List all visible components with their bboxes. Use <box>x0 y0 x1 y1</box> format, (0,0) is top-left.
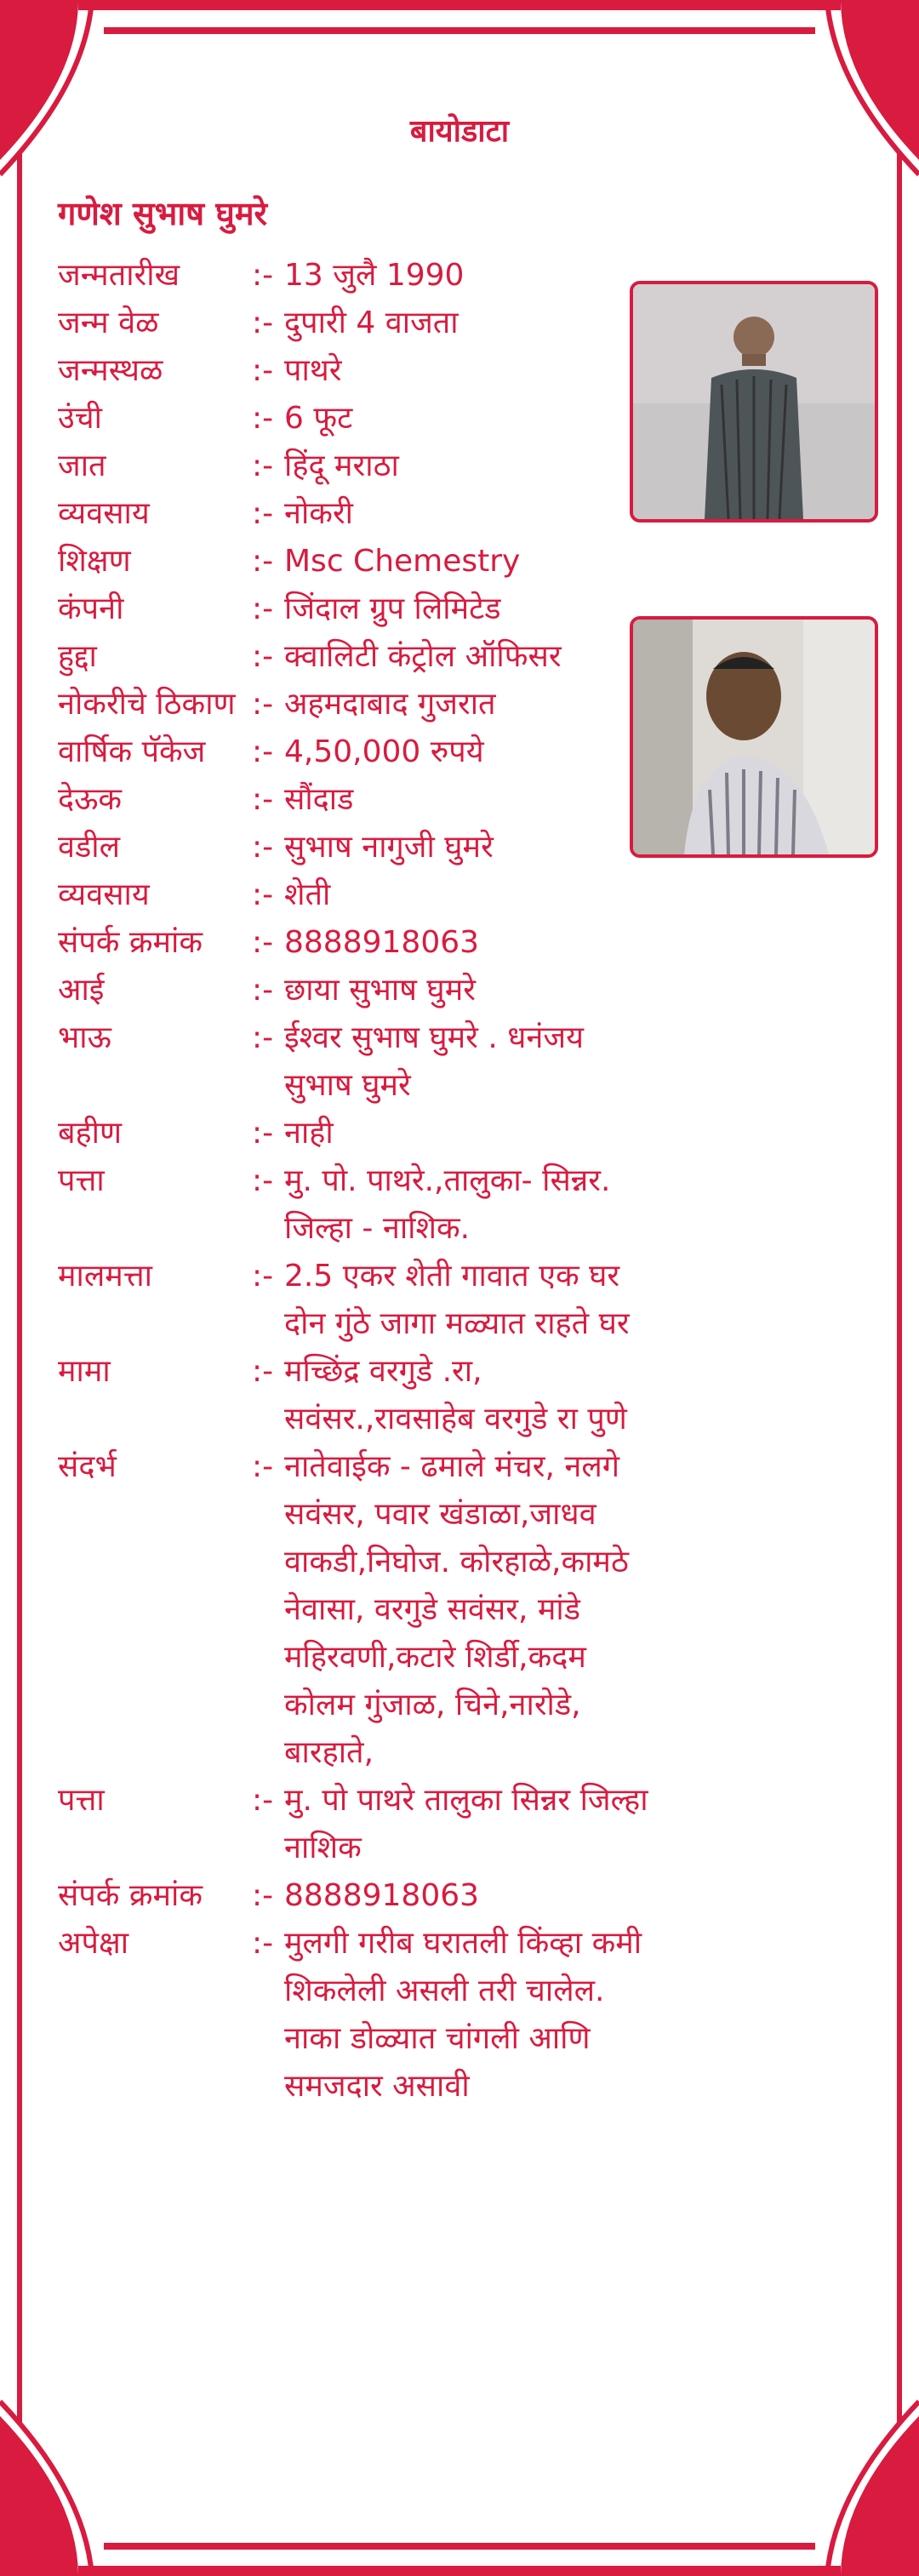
detail-value: 2.5 एकर शेती गावात एक घर दोन गुंठे जागा मळ्यात राहते घर <box>284 1259 630 1341</box>
detail-value: नोकरी <box>284 496 354 531</box>
detail-separator: :- <box>252 1354 274 1389</box>
detail-value: नातेवाईक - ढमाले मंचर, नलगे सवंसर, पवार खंडाळा,जाधव वाकडी,निघोज. कोरहाळे,कामठे नेवासा, वरगुडे सवंसर, मांडे महिरवणी,कटारे शिर्डी,कदम कोलम गुंजाळ, चिने,नारोडे, बारहाते, <box>284 1449 629 1770</box>
detail-row <box>58 347 654 395</box>
detail-label: वार्षिक पॅकेज <box>58 734 206 769</box>
detail-value: 6 फूट <box>284 401 353 436</box>
person-standing-photo-icon <box>633 284 875 519</box>
detail-separator: :- <box>252 1926 274 1961</box>
details-list <box>58 252 654 2110</box>
detail-label: मालमत्ता <box>58 1259 152 1294</box>
detail-row <box>58 252 654 300</box>
detail-value: क्वालिटी कंट्रोल ऑफिसर <box>284 639 562 674</box>
detail-separator: :- <box>252 877 274 912</box>
detail-row <box>58 1253 654 1348</box>
detail-value: शेती <box>284 877 331 912</box>
detail-value: ईश्वर सुभाष घुमरे . धनंजय सुभाष घुमरे <box>284 1020 584 1103</box>
detail-label: जन्मतारीख <box>58 258 180 293</box>
detail-label: संपर्क क्रमांक <box>58 1878 203 1913</box>
person-name: गणेश सुभाष घुमरे <box>58 195 268 232</box>
detail-label: पत्ता <box>58 1163 105 1198</box>
detail-row <box>58 1157 654 1253</box>
detail-row <box>58 395 654 443</box>
detail-value: 8888918063 <box>284 1878 480 1913</box>
detail-separator: :- <box>252 782 274 817</box>
detail-value: मुलगी गरीब घरातली किंव्हा कमी शिकलेली असली तरी चालेल. नाका डोळ्यात चांगली आणि समजदार असावी <box>284 1926 642 2104</box>
detail-separator: :- <box>252 258 274 293</box>
detail-separator: :- <box>252 1878 274 1913</box>
detail-value: मच्छिंद्र वरगुडे .रा, सवंसर.,रावसाहेब वरगुडे रा पुणे <box>284 1354 627 1437</box>
detail-separator: :- <box>252 1449 274 1484</box>
detail-separator: :- <box>252 353 274 388</box>
detail-row <box>58 1872 654 1920</box>
detail-row <box>58 585 654 633</box>
detail-separator: :- <box>252 687 274 722</box>
detail-label: संदर्भ <box>58 1449 117 1484</box>
detail-row <box>58 1110 654 1157</box>
detail-value: मु. पो. पाथरे.,तालुका- सिन्नर. जिल्हा - नाशिक. <box>284 1163 611 1246</box>
detail-separator: :- <box>252 448 274 483</box>
detail-separator: :- <box>252 973 274 1008</box>
detail-label: मामा <box>58 1354 111 1389</box>
photo-standing <box>630 281 878 523</box>
detail-separator: :- <box>252 925 274 960</box>
detail-label: जन्मस्थळ <box>58 353 163 388</box>
detail-separator: :- <box>252 1163 274 1198</box>
detail-row <box>58 1443 654 1777</box>
detail-separator: :- <box>252 591 274 626</box>
detail-row <box>58 824 654 871</box>
detail-label: वडील <box>58 830 121 865</box>
detail-separator: :- <box>252 544 274 579</box>
detail-value: छाया सुभाष घुमरे <box>284 973 476 1008</box>
detail-value: मु. पो पाथरे तालुका सिन्नर जिल्हा नाशिक <box>284 1783 648 1865</box>
detail-label: व्यवसाय <box>58 496 150 531</box>
detail-separator: :- <box>252 306 274 340</box>
detail-value: नाही <box>284 1116 334 1151</box>
detail-label: संपर्क क्रमांक <box>58 925 203 960</box>
detail-separator: :- <box>252 1259 274 1294</box>
detail-separator: :- <box>252 639 274 674</box>
detail-row <box>58 1777 654 1872</box>
detail-value: पाथरे <box>284 353 342 388</box>
detail-label: हुद्दा <box>58 639 97 674</box>
detail-value: दुपारी 4 वाजता <box>284 306 459 340</box>
detail-row <box>58 443 654 490</box>
detail-value: 13 जुलै 1990 <box>284 258 465 293</box>
detail-row <box>58 967 654 1014</box>
detail-row <box>58 871 654 919</box>
detail-value: Msc Chemestry <box>284 544 521 579</box>
detail-value: हिंदू मराठा <box>284 448 399 483</box>
detail-label: जन्म वेळ <box>58 306 159 340</box>
detail-value: 4,50,000 रुपये <box>284 734 484 769</box>
detail-separator: :- <box>252 1020 274 1055</box>
detail-label: जात <box>58 448 106 483</box>
detail-label: बहीण <box>58 1116 123 1151</box>
detail-value: सुभाष नागुजी घुमरे <box>284 830 494 865</box>
detail-label: नोकरीचे ठिकाण <box>58 687 236 722</box>
detail-label: देऊक <box>58 782 123 817</box>
detail-separator: :- <box>252 830 274 865</box>
detail-row <box>58 1014 654 1110</box>
detail-label: व्यवसाय <box>58 877 150 912</box>
page-title: बायोडाटा <box>409 114 510 149</box>
person-selfie-photo-icon <box>633 620 875 854</box>
detail-row <box>58 776 654 824</box>
detail-row <box>58 633 654 681</box>
detail-label: अपेक्षा <box>58 1926 129 1961</box>
detail-separator: :- <box>252 401 274 436</box>
detail-row <box>58 1348 654 1443</box>
detail-value: सौंदाड <box>284 782 354 817</box>
photo-selfie <box>630 616 878 858</box>
detail-label: आई <box>58 973 105 1008</box>
detail-row <box>58 1920 654 2110</box>
detail-row <box>58 919 654 967</box>
detail-label: उंची <box>58 401 102 436</box>
detail-separator: :- <box>252 1116 274 1151</box>
detail-value: जिंदाल ग्रुप लिमिटेड <box>284 591 501 626</box>
detail-label: शिक्षण <box>58 544 131 579</box>
detail-value: अहमदाबाद गुजरात <box>284 687 496 722</box>
detail-row <box>58 300 654 347</box>
detail-value: 8888918063 <box>284 925 480 960</box>
detail-separator: :- <box>252 496 274 531</box>
detail-label: भाऊ <box>58 1020 111 1055</box>
detail-label: कंपनी <box>58 591 124 626</box>
detail-row <box>58 728 654 776</box>
detail-separator: :- <box>252 1783 274 1818</box>
detail-row <box>58 490 654 538</box>
detail-row <box>58 681 654 728</box>
detail-row <box>58 538 654 585</box>
detail-separator: :- <box>252 734 274 769</box>
detail-label: पत्ता <box>58 1783 105 1818</box>
